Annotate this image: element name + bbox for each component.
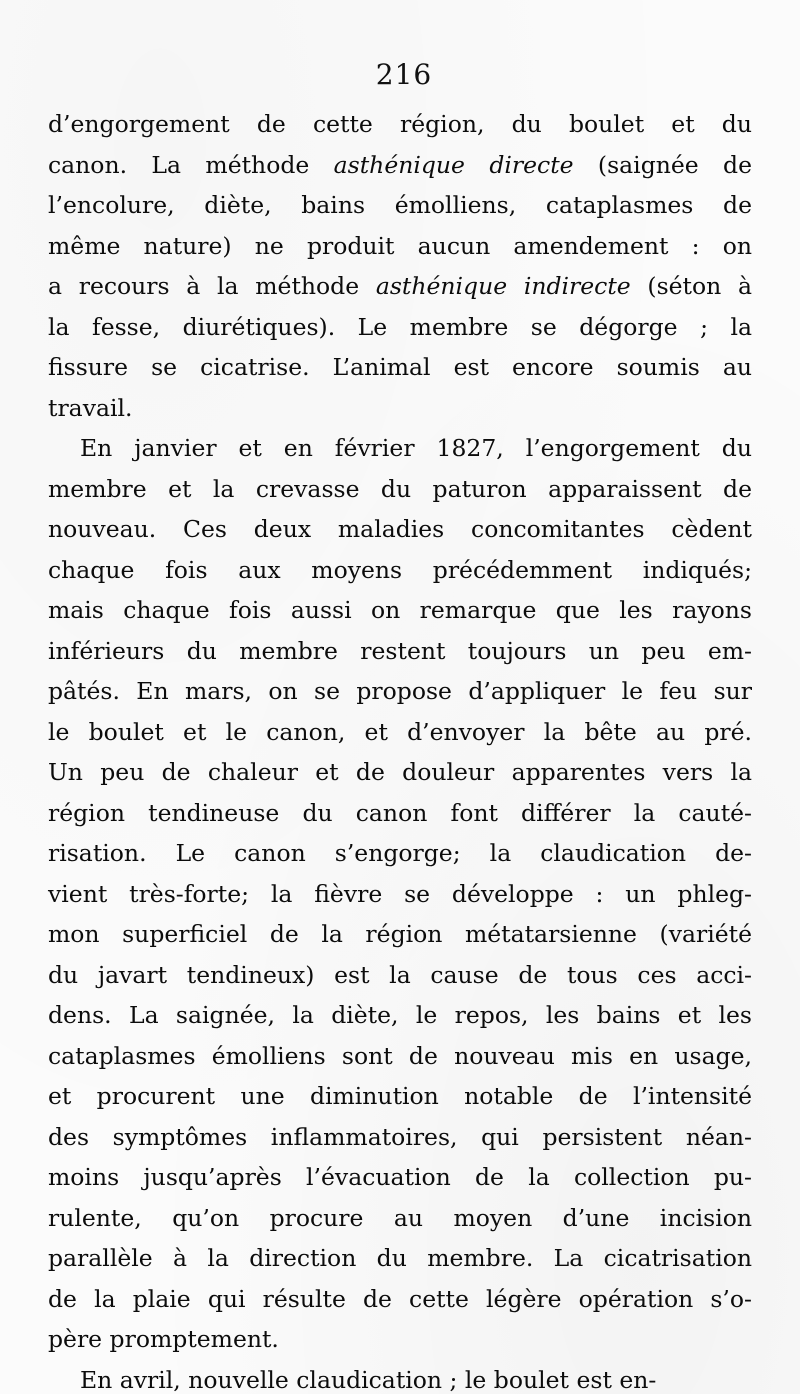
text-segment: cataplasmes émolliens sont de nouveau mis en usage, bbox=[48, 1041, 752, 1070]
text-segment: la fesse, diurétiques). Le membre se dégorge ; la bbox=[48, 312, 752, 341]
text-line bbox=[48, 1117, 752, 1158]
body-text bbox=[48, 104, 752, 1394]
text-segment: et procurent une diminution notable de l’intensité bbox=[48, 1082, 752, 1110]
text-line bbox=[48, 793, 752, 834]
text-line bbox=[48, 1076, 752, 1117]
text-segment: moins jusqu’après l’évacuation de la collection pu- bbox=[48, 1163, 752, 1191]
text-segment: Un peu de chaleur et de douleur apparentes vers la bbox=[48, 758, 752, 786]
text-line bbox=[48, 995, 752, 1036]
text-segment: risation. Le canon s’engorge; la claudication de- bbox=[48, 839, 752, 867]
text-segment: père promptement. bbox=[48, 1325, 279, 1353]
text-line bbox=[48, 266, 752, 307]
text-segment: a recours à la méthode bbox=[48, 272, 376, 300]
italic-text-segment: asthénique indirecte bbox=[375, 272, 631, 300]
text-segment: En janvier et en février 1827, l’engorgement du bbox=[80, 434, 752, 462]
text-line bbox=[48, 590, 752, 631]
text-segment: dens. La saignée, la diète, le repos, les bains et les bbox=[48, 1001, 752, 1029]
text-line bbox=[48, 1279, 752, 1320]
text-segment: En avril, nouvelle claudication ; le boulet est en- bbox=[80, 1365, 657, 1394]
text-segment: l’encolure, diète, bains émolliens, cataplasmes de bbox=[48, 191, 752, 219]
text-line bbox=[48, 833, 752, 874]
text-line bbox=[48, 1360, 752, 1394]
text-line bbox=[48, 509, 752, 550]
text-line bbox=[48, 469, 752, 510]
text-segment: membre et la crevasse du paturon apparaissent de bbox=[48, 474, 752, 503]
text-line bbox=[48, 1157, 752, 1198]
text-line bbox=[48, 914, 752, 955]
text-segment: pâtés. En mars, on se propose d’appliquer le feu sur bbox=[48, 677, 752, 705]
text-line bbox=[48, 712, 752, 753]
text-line bbox=[48, 104, 752, 145]
text-segment: chaque fois aux moyens précédemment indiqués; bbox=[48, 555, 752, 584]
text-segment: mon superficiel de la région métatarsienne (variété bbox=[48, 920, 752, 948]
text-line bbox=[48, 307, 752, 348]
text-segment: de la plaie qui résulte de cette légère opération s’o- bbox=[48, 1284, 752, 1313]
text-line bbox=[48, 388, 752, 429]
text-segment: travail. bbox=[48, 393, 133, 422]
text-line bbox=[48, 428, 752, 469]
text-line bbox=[48, 955, 752, 996]
text-segment: même nature) ne produit aucun amendement : on bbox=[48, 231, 752, 260]
text-segment: inférieurs du membre restent toujours un peu em- bbox=[48, 636, 752, 665]
text-segment: région tendineuse du canon font différer la cauté- bbox=[48, 798, 752, 827]
text-segment: nouveau. Ces deux maladies concomitantes cèdent bbox=[48, 515, 752, 543]
text-line bbox=[48, 1238, 752, 1279]
text-segment: mais chaque fois aussi on remarque que les rayons bbox=[48, 596, 752, 624]
text-line bbox=[48, 752, 752, 793]
text-line bbox=[48, 874, 752, 915]
text-segment: des symptômes inflammatoires, qui persistent néan- bbox=[48, 1122, 752, 1151]
text-segment: (séton à bbox=[630, 272, 752, 300]
text-line bbox=[48, 185, 752, 226]
text-segment: le boulet et le canon, et d’envoyer la bête au pré. bbox=[48, 717, 752, 746]
text-line bbox=[48, 1036, 752, 1077]
text-line bbox=[48, 671, 752, 712]
text-line bbox=[48, 631, 752, 672]
text-segment: fissure se cicatrise. L’animal est encore soumis au bbox=[48, 353, 752, 381]
italic-text-segment: asthénique directe bbox=[333, 150, 574, 179]
text-segment: parallèle à la direction du membre. La cicatrisation bbox=[48, 1244, 752, 1272]
text-line bbox=[48, 347, 752, 388]
text-line bbox=[48, 145, 752, 186]
text-line bbox=[48, 226, 752, 267]
text-line bbox=[48, 1319, 752, 1360]
page-number: 216 bbox=[375, 58, 433, 91]
text-line bbox=[48, 550, 752, 591]
text-segment: rulente, qu’on procure au moyen d’une incision bbox=[48, 1203, 752, 1232]
text-segment: canon. La méthode bbox=[48, 150, 334, 179]
text-line bbox=[48, 1198, 752, 1239]
text-segment: du javart tendineux) est la cause de tous ces acci- bbox=[48, 960, 752, 989]
text-segment: vient très-forte; la fièvre se développe : un phleg- bbox=[48, 879, 752, 908]
text-segment: d’engorgement de cette région, du boulet et du bbox=[48, 110, 752, 138]
text-segment: (saignée de bbox=[573, 150, 753, 179]
